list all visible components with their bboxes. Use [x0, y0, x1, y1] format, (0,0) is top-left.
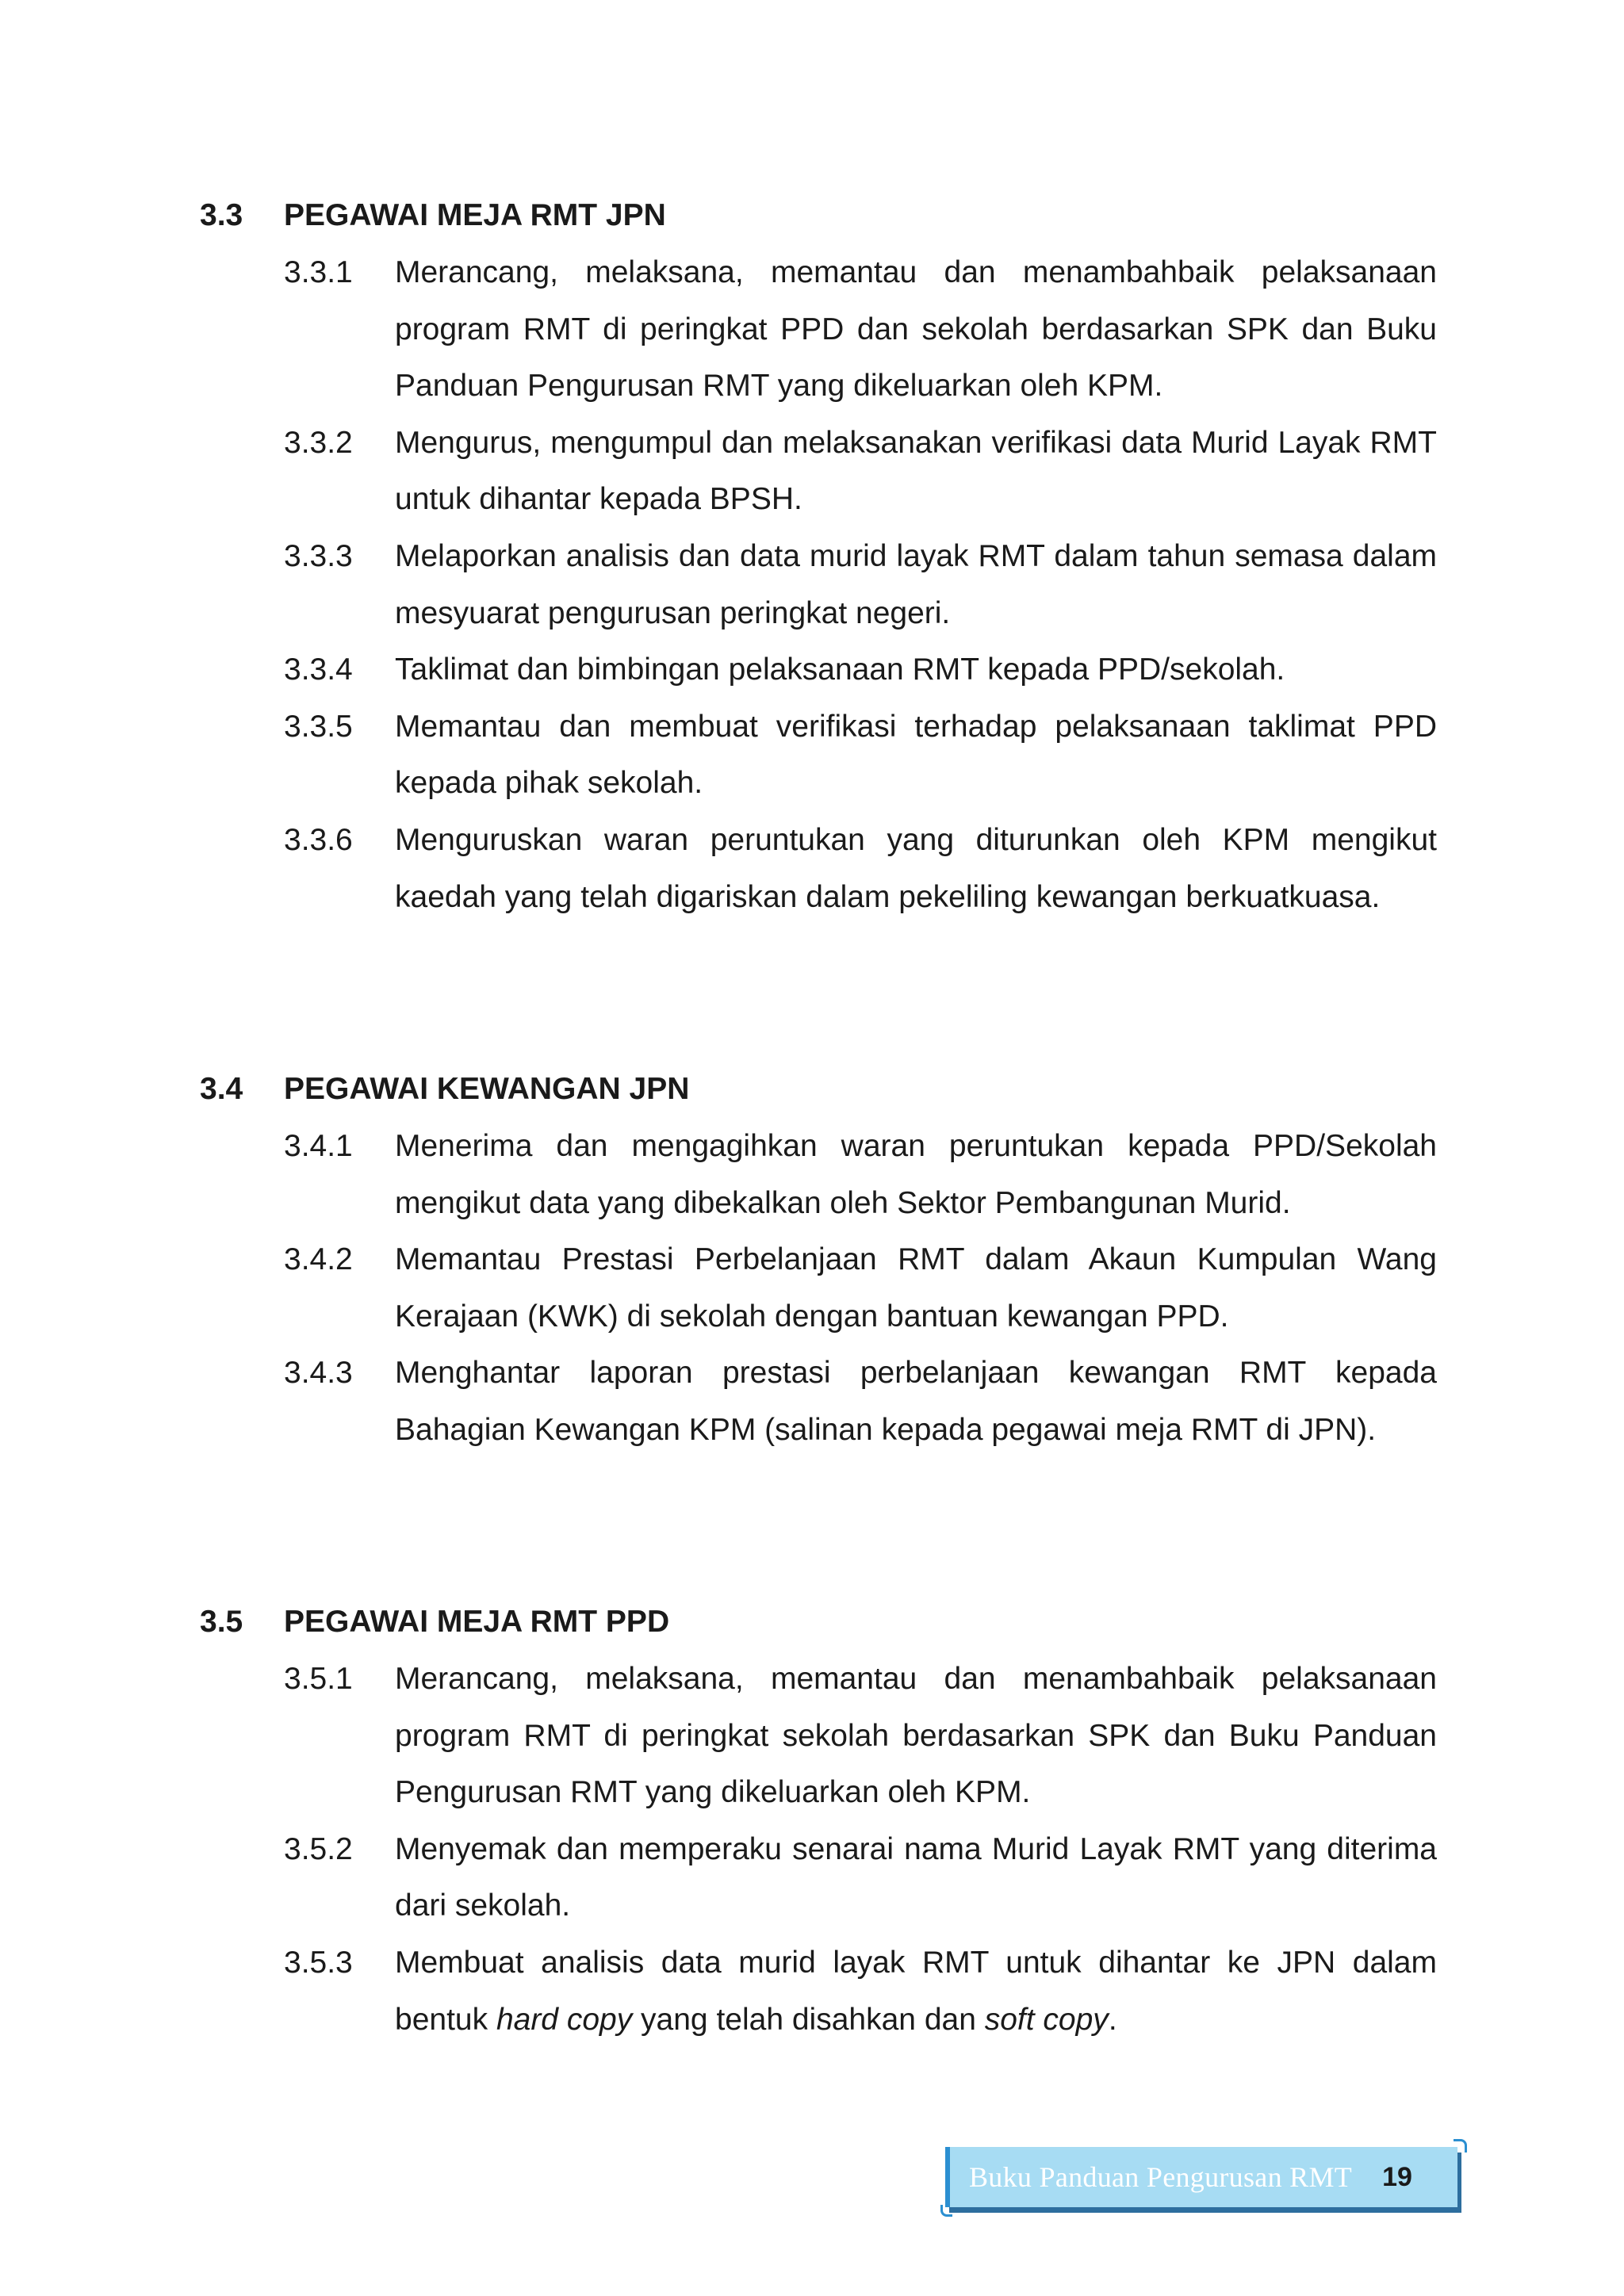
section-items — [284, 1118, 1437, 1459]
item-number: 3.5.3 — [284, 1945, 353, 1980]
item-number: 3.3.3 — [284, 538, 353, 573]
item-text: Memantau dan membuat verifikasi terhadap pelaksanaan taklimat PPD kepada pihak sekolah. — [395, 709, 1437, 801]
item-text: Taklimat dan bimbingan pelaksanaan RMT kepada PPD/sekolah. — [395, 652, 1285, 687]
section-title: PEGAWAI MEJA RMT PPD — [284, 1605, 670, 1639]
section-3-4 — [200, 1061, 1437, 1459]
item-number: 3.3.6 — [284, 822, 353, 857]
item-text: Merancang, melaksana, memantau dan menambahbaik pelaksanaan program RMT di peringkat sekolah berdasarkan SPK dan Buku Panduan Pengurusan RMT yang dikeluarkan oleh KPM. — [395, 1662, 1437, 1810]
item-text: Menghantar laporan prestasi perbelanjaan kewangan RMT kepada Bahagian Kewangan KPM (salinan kepada pegawai meja RMT di JPN). — [395, 1356, 1437, 1447]
section-number: 3.3 — [200, 198, 243, 232]
section-heading — [200, 1061, 1437, 1118]
section-heading — [200, 1594, 1437, 1651]
page-footer — [945, 2147, 1457, 2207]
list-item — [284, 1345, 1437, 1458]
section-3-5 — [200, 1594, 1437, 2048]
list-item — [284, 1934, 1437, 2048]
list-item — [284, 1821, 1437, 1934]
section-title: PEGAWAI KEWANGAN JPN — [284, 1072, 690, 1106]
item-text: Memantau Prestasi Perbelanjaan RMT dalam Akaun Kumpulan Wang Kerajaan (KWK) di sekolah dengan bantuan kewangan PPD. — [395, 1242, 1437, 1334]
item-text: Mengurus, mengumpul dan melaksanakan verifikasi data Murid Layak RMT untuk dihantar kepada BPSH. — [395, 425, 1437, 517]
list-item — [284, 244, 1437, 415]
item-number: 3.3.2 — [284, 425, 353, 460]
section-items — [284, 244, 1437, 925]
section-title: PEGAWAI MEJA RMT JPN — [284, 198, 666, 232]
item-text: Menguruskan waran peruntukan yang diturunkan oleh KPM mengikut kaedah yang telah digariskan dalam pekeliling kewangan berkuatkuasa. — [395, 822, 1437, 914]
list-item — [284, 1118, 1437, 1231]
list-item — [284, 528, 1437, 641]
item-text-part: yang telah disahkan dan — [632, 2002, 985, 2037]
item-text — [395, 1934, 1437, 2048]
footer-corner-decoration — [940, 2205, 952, 2217]
list-item — [284, 641, 1437, 698]
page-number: 19 — [1382, 2161, 1412, 2192]
item-text: Menerima dan mengagihkan waran peruntukan kepada PPD/Sekolah mengikut data yang dibekalkan oleh Sektor Pembangunan Murid. — [395, 1129, 1437, 1220]
item-number: 3.4.3 — [284, 1356, 353, 1391]
item-text-part: Membuat analisis data murid layak RMT untuk dihantar ke JPN dalam bentuk — [395, 1945, 1437, 2037]
section-heading — [200, 187, 1437, 244]
section-3-3 — [200, 187, 1437, 925]
item-text: Menyemak dan memperaku senarai nama Murid Layak RMT yang diterima dari sekolah. — [395, 1831, 1437, 1923]
item-text-part: . — [1108, 2002, 1117, 2037]
list-item — [284, 698, 1437, 812]
item-number: 3.4.1 — [284, 1129, 353, 1163]
item-text-italic: hard copy — [496, 2002, 633, 2037]
item-number: 3.4.2 — [284, 1242, 353, 1277]
section-items — [284, 1651, 1437, 2048]
item-text-italic: soft copy — [984, 2002, 1109, 2037]
item-text: Melaporkan analisis dan data murid layak RMT dalam tahun semasa dalam mesyuarat pengurusan peringkat negeri. — [395, 538, 1437, 630]
section-number: 3.5 — [200, 1605, 243, 1639]
list-item — [284, 1231, 1437, 1345]
footer-corner-decoration — [1454, 2139, 1467, 2152]
list-item — [284, 415, 1437, 528]
item-number: 3.3.5 — [284, 709, 353, 744]
footer-title: Buku Panduan Pengurusan RMT — [969, 2161, 1353, 2193]
item-number: 3.5.2 — [284, 1831, 353, 1866]
list-item — [284, 812, 1437, 925]
item-number: 3.3.4 — [284, 652, 353, 687]
list-item — [284, 1651, 1437, 1821]
item-number: 3.5.1 — [284, 1662, 353, 1696]
item-text: Merancang, melaksana, memantau dan menambahbaik pelaksanaan program RMT di peringkat PPD dan sekolah berdasarkan SPK dan Buku Panduan Pengurusan RMT yang dikeluarkan oleh KPM. — [395, 255, 1437, 404]
section-number: 3.4 — [200, 1072, 243, 1106]
item-number: 3.3.1 — [284, 255, 353, 289]
